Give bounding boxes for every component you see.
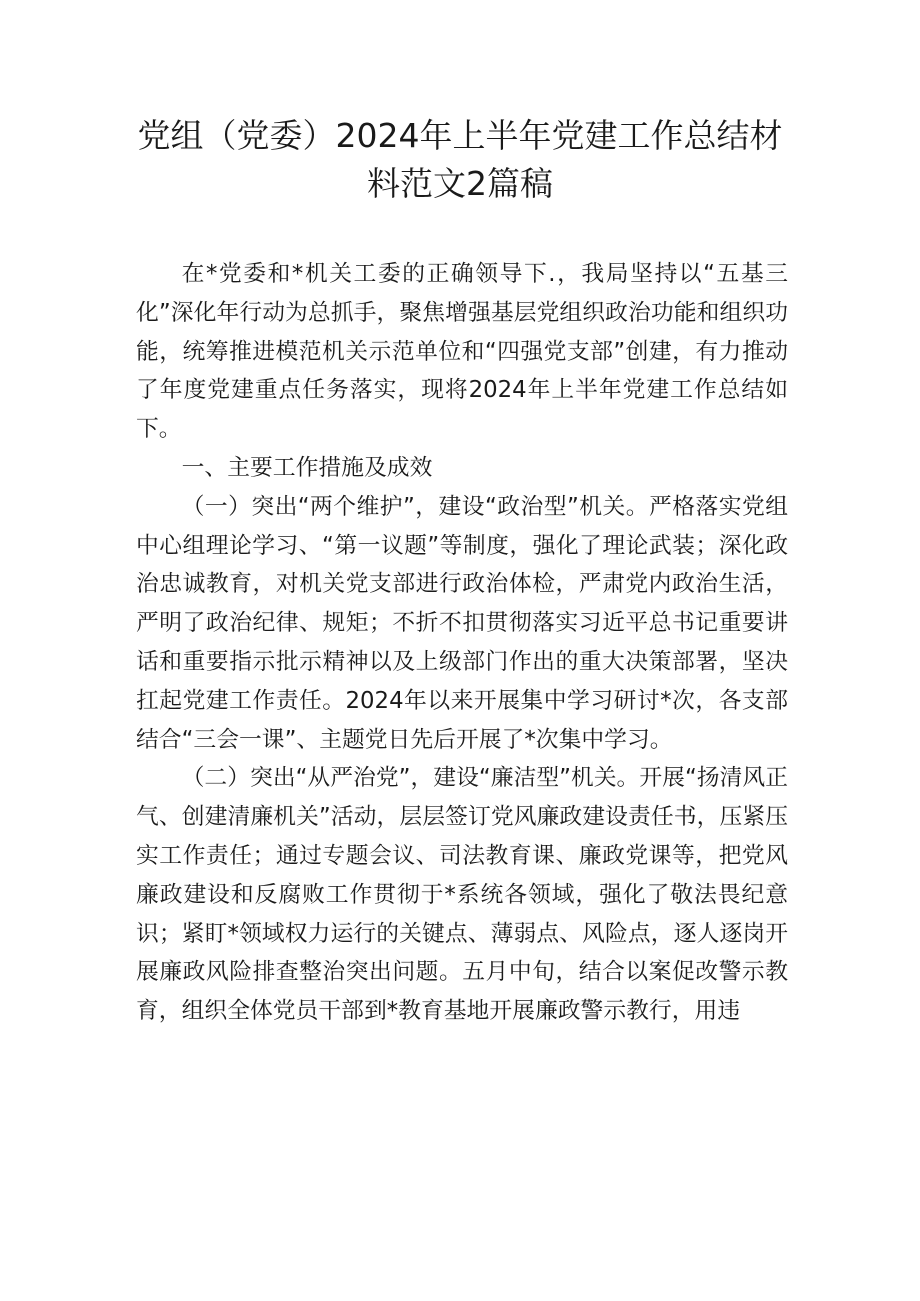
intro-paragraph: 在*党委和*机关工委的正确领导下.，我局坚持以“五基三化”深化年行动为总抓手，聚焦增强基层党组织政治功能和组织功能，统筹推进模范机关示范单位和“四强党支部”创建，有力推动了年度党建重点任务落实，现将2024年上半年党建工作总结如下。 — [136, 261, 788, 443]
document-title: 党组（党委）2024年上半年党建工作总结材料范文2篇稿 — [137, 116, 783, 203]
paragraph-integrity: （二）突出“从严治党”，建设“廉洁型”机关。开展“扬清风正气、创建清廉机关”活动，层层签订党风廉政建设责任书，压紧压实工作责任；通过专题会议、司法教育课、廉政党课等，把党风廉政建设和反腐败工作贯彻于*系统各领域，强化了敬法畏纪意识；紧盯*领域权力运行的关键点、薄弱点、风险点，逐人逐岗开展廉政风险排查整治突出问题。五月中旬，结合以案促改警示教育，组织全体党员干部到*教育基地开展廉政警示教行，用违 — [136, 765, 788, 1025]
paragraph-political: （一）突出“两个维护”，建设“政治型”机关。严格落实党组中心组理论学习、“第一议题”等制度，强化了理论武装；深化政治忠诚教育，对机关党支部进行政治体检，严肃党内政治生活，严明了政治纪律、规矩；不折不扣贯彻落实习近平总书记重要讲话和重要指示批示精神以及上级部门作出的重大决策部署，坚决扛起党建工作责任。2024年以来开展集中学习研讨*次，各支部结合“三会一课”、主题党日先后开展了*次集中学习。 — [136, 493, 788, 753]
document-body — [136, 255, 788, 1031]
section-heading: 一、主要工作措施及成效 — [181, 454, 433, 481]
